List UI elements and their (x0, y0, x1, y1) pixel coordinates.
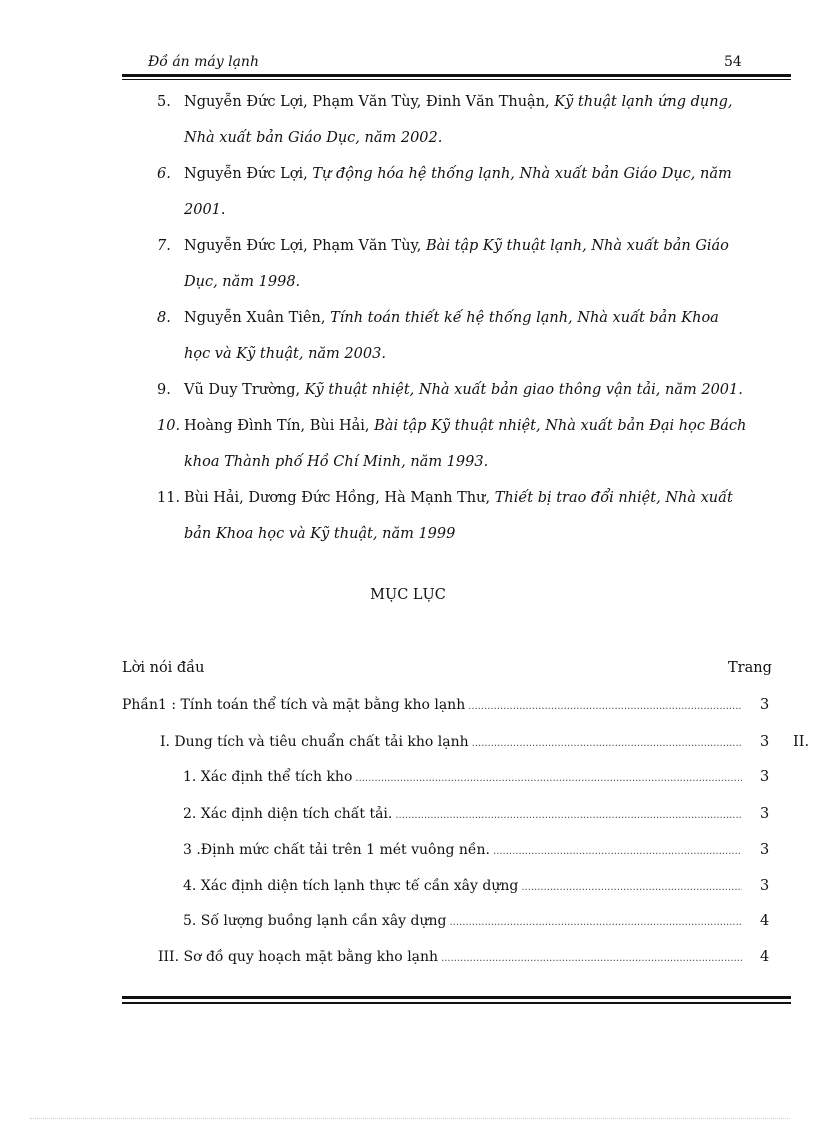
document-header-title: Đồ án máy lạnh (148, 54, 259, 70)
reference-number: 5. (157, 94, 171, 110)
reference-item (157, 480, 747, 552)
reference-item (157, 408, 747, 480)
toc-dot-leader (450, 913, 743, 929)
toc-heading: MỤC LỤC (370, 587, 446, 603)
toc-entry-label: Phần1 : Tính toán thể tích và mặt bằng kho lạnh (122, 697, 466, 713)
toc-entry-page: 3 (760, 842, 770, 858)
reference-publisher: Nhà xuất bản Khoa học và Kỹ thuật, năm 1999 (184, 490, 733, 542)
reference-title: Kỹ thuật lạnh ứng dụng, (554, 94, 733, 110)
toc-entry-page: 4 (760, 913, 770, 929)
toc-dot-leader (521, 878, 742, 894)
reference-authors: Hoàng Đình Tín, Bùi Hải, (184, 418, 375, 434)
toc-entry-page: 3 (760, 878, 770, 894)
toc-entry-label: 4. Xác định diện tích lạnh thực tế cần xây dựng (183, 878, 519, 894)
toc-entry[interactable] (183, 913, 746, 933)
reference-publisher: Nhà xuất bản Giáo Dục, năm 2001. (184, 166, 732, 218)
reference-item (157, 372, 747, 408)
reference-authors: Nguyễn Đức Lợi, Phạm Văn Tùy, (184, 238, 427, 254)
toc-entry[interactable] (122, 697, 746, 717)
reference-number: 8. (157, 310, 171, 326)
reference-authors: Nguyễn Xuân Tiên, (184, 310, 331, 326)
toc-dot-leader (468, 697, 742, 713)
toc-overflow-text: II. (793, 734, 810, 750)
reference-number: 10. (157, 418, 181, 434)
toc-entry-label: 2. Xác định diện tích chất tải. (183, 806, 393, 822)
reference-title: Tự động hóa hệ thống lạnh, (312, 166, 520, 182)
toc-entry[interactable] (183, 878, 746, 898)
toc-entry-page: 3 (760, 734, 770, 750)
toc-entry-label: III. Sơ đồ quy hoạch mặt bằng kho lạnh (158, 949, 439, 965)
toc-entry[interactable] (183, 769, 746, 789)
reference-number: 7. (157, 238, 171, 254)
reference-title: Tính toán thiết kế hệ thống lạnh, (330, 310, 578, 326)
toc-dot-leader (493, 842, 742, 858)
page-edge-divider (30, 1118, 790, 1119)
reference-number: 9. (157, 382, 171, 398)
reference-item (157, 228, 747, 300)
reference-item (157, 156, 747, 228)
toc-dot-leader (355, 769, 742, 785)
reference-publisher: Nhà xuất bản Đại học Bách khoa Thành phố Hồ Chí Minh, năm 1993. (184, 418, 747, 470)
reference-publisher: Nhà xuất bản Giáo Dục, năm 1998. (184, 238, 729, 290)
reference-publisher: Nhà xuất bản Khoa học và Kỹ thuật, năm 2003. (184, 310, 719, 362)
toc-dot-leader (441, 949, 742, 965)
reference-authors: Nguyễn Đức Lợi, Phạm Văn Tùy, Đinh Văn Thuận, (184, 94, 555, 110)
toc-entry-page: 3 (760, 769, 770, 785)
reference-publisher: Nhà xuất bản giao thông vận tải, năm 2001. (418, 382, 743, 398)
reference-title: Kỹ thuật nhiệt, (304, 382, 419, 398)
reference-authors: Bùi Hải, Dương Đức Hồng, Hà Mạnh Thư, (184, 490, 495, 506)
reference-item (157, 84, 747, 156)
toc-preface-label: Lời nói đầu (122, 660, 205, 676)
reference-publisher: Nhà xuất bản Giáo Dục, năm 2002. (184, 130, 443, 146)
toc-entry-label: 1. Xác định thể tích kho (183, 769, 353, 785)
reference-title: Thiết bị trao đổi nhiệt, (494, 490, 666, 506)
reference-item (157, 300, 747, 372)
reference-title: Bài tập Kỹ thuật lạnh, (426, 238, 592, 254)
toc-dot-leader (472, 734, 742, 750)
reference-number: 6. (157, 166, 171, 182)
toc-entry[interactable] (183, 806, 746, 826)
toc-entry-label: I. Dung tích và tiêu chuẩn chất tải kho lạnh (160, 734, 469, 750)
toc-entry-page: 3 (760, 697, 770, 713)
reference-title: Bài tập Kỹ thuật nhiệt, (374, 418, 546, 434)
toc-page-column-label: Trang (728, 660, 772, 676)
toc-entry[interactable] (158, 949, 746, 969)
reference-authors: Vũ Duy Trường, (184, 382, 305, 398)
reference-number: 11. (157, 490, 181, 506)
toc-entry-page: 3 (760, 806, 770, 822)
header-rule (122, 74, 791, 80)
toc-entry-label: 3 .Định mức chất tải trên 1 mét vuông nền. (183, 842, 491, 858)
reference-list (157, 84, 747, 552)
footer-rule (122, 996, 791, 1004)
toc-entry-page: 4 (760, 949, 770, 965)
toc-entry[interactable] (160, 734, 746, 754)
toc-entry-label: 5. Số lượng buồng lạnh cần xây dựng (183, 913, 447, 929)
toc-entry[interactable] (183, 842, 746, 862)
toc-dot-leader (395, 806, 742, 822)
reference-authors: Nguyễn Đức Lợi, (184, 166, 313, 182)
page-number: 54 (724, 54, 742, 70)
